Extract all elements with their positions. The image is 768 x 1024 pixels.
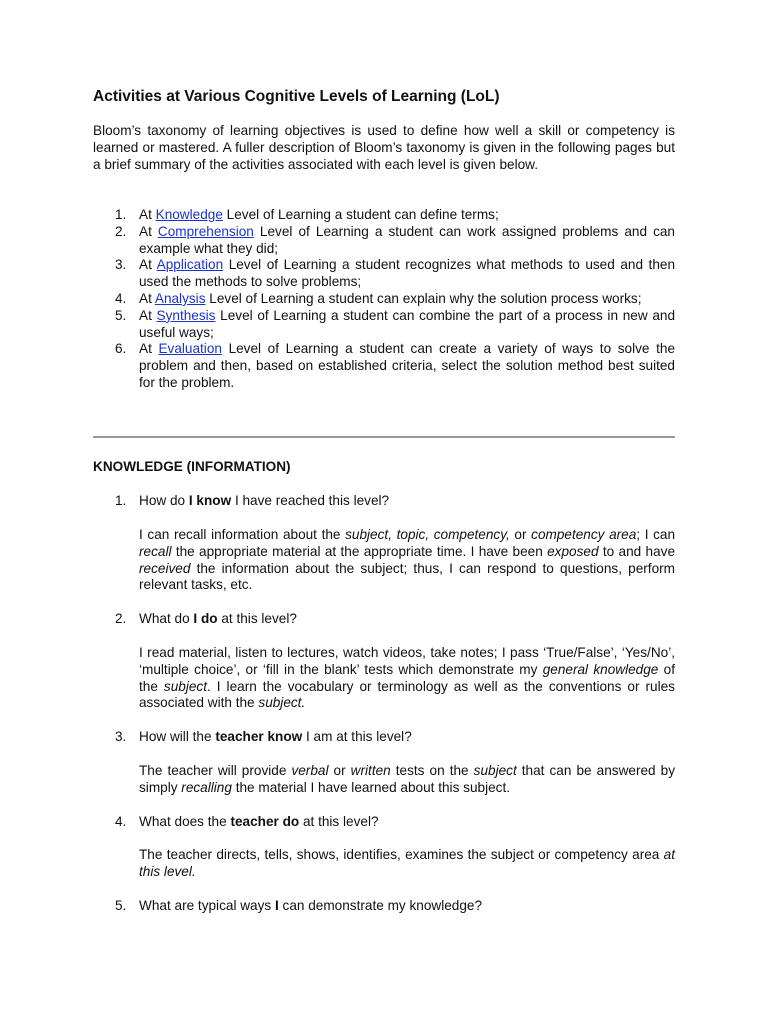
level-item-2 bbox=[93, 224, 675, 258]
link-application[interactable]: Application bbox=[156, 257, 224, 273]
bold-text: teacher do bbox=[230, 814, 300, 829]
text-run: How will the bbox=[139, 729, 216, 744]
bold-text: teacher know bbox=[215, 729, 303, 744]
question-number: 5. bbox=[115, 898, 127, 913]
intro-paragraph: Bloom’s taxonomy of learning objectives is used to define how well a skill or competency is learned or mastered. A fuller description of Bloom’s taxonomy is given in the following pages but a brief summary of the activities associated with each level is given below. bbox=[93, 123, 675, 172]
section-divider bbox=[93, 436, 675, 438]
level-prefix: At bbox=[139, 223, 158, 239]
italic-text: general knowledge bbox=[542, 661, 659, 677]
link-analysis[interactable]: Analysis bbox=[154, 290, 206, 306]
text-run: I am at this level? bbox=[302, 729, 412, 744]
level-text: Level of Learning a student can explain why the solution process works; bbox=[205, 290, 642, 306]
level-prefix: At bbox=[139, 207, 156, 222]
text-run: of the bbox=[139, 661, 676, 694]
text-run: the material I have learned about this subject. bbox=[231, 779, 511, 795]
bold-text: I bbox=[274, 898, 279, 913]
answer-1 bbox=[139, 527, 675, 594]
level-number: 4. bbox=[115, 290, 127, 306]
italic-text: recalling bbox=[181, 779, 232, 795]
text-run: . I learn the vocabulary or terminology as well as the conventions or rules associated with the bbox=[139, 678, 675, 711]
level-text: Level of Learning a student can define terms; bbox=[222, 207, 499, 222]
question-4 bbox=[115, 814, 675, 831]
italic-text: competency area bbox=[531, 527, 637, 542]
link-comprehension[interactable]: Comprehension bbox=[157, 223, 254, 239]
question-text bbox=[139, 898, 482, 913]
text-run: What are typical ways bbox=[139, 898, 275, 913]
level-prefix: At bbox=[139, 257, 157, 273]
level-item-5 bbox=[93, 308, 675, 342]
bold-text: I know bbox=[188, 493, 232, 508]
text-run: I can recall information about the bbox=[139, 527, 346, 542]
italic-text: subject bbox=[163, 678, 207, 694]
italic-text: subject bbox=[473, 763, 517, 778]
text-run: can demonstrate my knowledge? bbox=[278, 898, 483, 913]
italic-text: verbal bbox=[291, 763, 329, 778]
text-run: I read material, listen to lectures, watch videos, take notes; I pass ‘True/False’, ‘Yes/No’, ‘multiple choice’, or ‘fill in the blank’ tests which demonstrate my bbox=[139, 645, 675, 677]
italic-text: subject, topic, competency, bbox=[345, 527, 510, 542]
question-3 bbox=[115, 729, 675, 746]
text-run: What does the bbox=[139, 814, 231, 829]
text-run: The teacher will provide bbox=[139, 763, 292, 778]
text-run: the appropriate material at the appropriate time. I have been bbox=[171, 543, 548, 559]
level-number: 5. bbox=[115, 307, 127, 323]
level-number: 1. bbox=[115, 207, 127, 222]
text-run: to and have bbox=[598, 543, 676, 559]
italic-text: written bbox=[350, 763, 391, 778]
italic-text: at this level. bbox=[139, 847, 675, 879]
level-prefix: At bbox=[139, 290, 155, 306]
level-item-1 bbox=[93, 207, 675, 224]
answer-3 bbox=[139, 763, 675, 797]
text-run: ; I can bbox=[636, 527, 676, 542]
level-text: Level of Learning a student can create a variety of ways to solve the problem and then, based on established criteria, select the solution method best suited for the problem. bbox=[139, 341, 676, 390]
level-item-3 bbox=[93, 257, 675, 291]
italic-text: exposed bbox=[547, 543, 599, 559]
text-run: at this level? bbox=[217, 611, 297, 626]
text-run: What do bbox=[139, 611, 194, 626]
text-run: I have reached this level? bbox=[231, 493, 390, 508]
link-synthesis[interactable]: Synthesis bbox=[156, 307, 216, 323]
level-item-6 bbox=[93, 341, 675, 391]
level-prefix: At bbox=[139, 307, 157, 323]
question-text bbox=[139, 611, 297, 626]
level-text: Level of Learning a student recognizes what methods to used and then used the methods to solve problems; bbox=[139, 257, 676, 290]
level-prefix: At bbox=[139, 341, 159, 357]
question-text bbox=[139, 493, 389, 508]
link-knowledge[interactable]: Knowledge bbox=[155, 207, 223, 222]
level-number: 2. bbox=[115, 223, 127, 239]
page-title: Activities at Various Cognitive Levels of Learning (LoL) bbox=[93, 88, 500, 105]
question-number: 3. bbox=[115, 729, 127, 744]
question-number: 4. bbox=[115, 814, 127, 829]
text-run: or bbox=[328, 763, 351, 778]
text-run: or bbox=[509, 527, 532, 542]
levels-list bbox=[93, 207, 675, 392]
italic-text: received bbox=[139, 560, 191, 576]
answer-2 bbox=[139, 645, 675, 712]
link-evaluation[interactable]: Evaluation bbox=[158, 341, 222, 357]
text-run: that can be answered by simply bbox=[139, 763, 675, 795]
bold-text: I do bbox=[193, 611, 218, 626]
question-1 bbox=[115, 493, 675, 510]
text-run: The teacher directs, tells, shows, identifies, examines the subject or competency area bbox=[139, 847, 664, 862]
text-run: at this level? bbox=[299, 814, 379, 829]
question-text bbox=[139, 729, 412, 744]
level-number: 6. bbox=[115, 341, 127, 357]
text-run: tests on the bbox=[390, 763, 474, 778]
question-number: 1. bbox=[115, 493, 127, 508]
question-2 bbox=[115, 611, 675, 628]
section-heading: KNOWLEDGE (INFORMATION) bbox=[93, 459, 291, 474]
question-5 bbox=[115, 898, 675, 915]
answer-4 bbox=[139, 847, 675, 881]
level-text: Level of Learning a student can combine the part of a process in new and useful ways; bbox=[139, 307, 676, 340]
text-run: How do bbox=[139, 493, 189, 508]
italic-text: recall bbox=[139, 543, 172, 559]
level-item-4 bbox=[93, 291, 675, 308]
question-text bbox=[139, 814, 379, 829]
italic-text: subject. bbox=[258, 695, 306, 711]
question-number: 2. bbox=[115, 611, 127, 626]
level-number: 3. bbox=[115, 257, 127, 273]
text-run: the information about the subject; thus, I can respond to questions, perform relevant tasks, etc. bbox=[139, 560, 675, 593]
level-text: Level of Learning a student can work assigned problems and can example what they did; bbox=[139, 223, 675, 256]
